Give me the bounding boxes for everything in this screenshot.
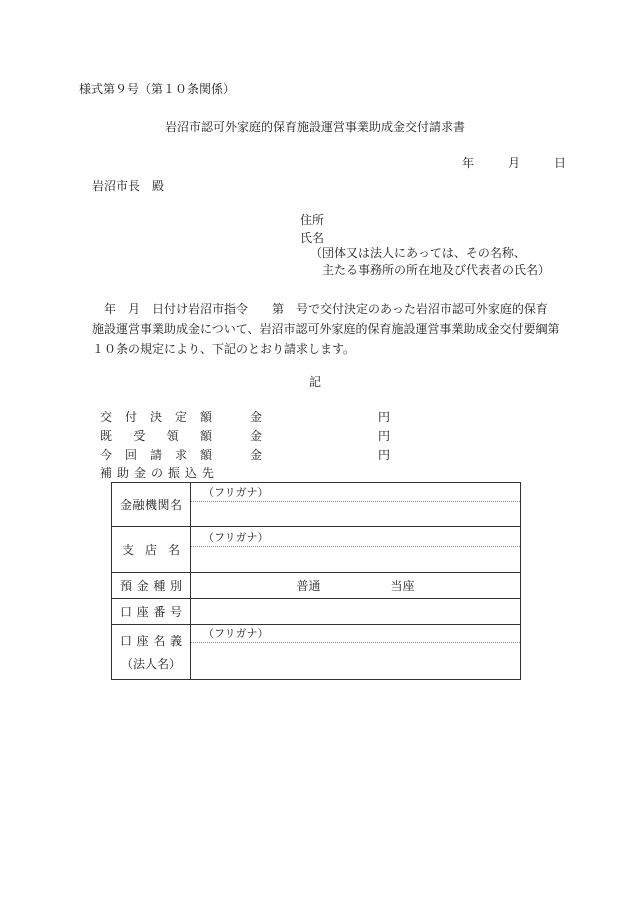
account-holder-header: 口 座 名 義 （法人名） [112, 625, 191, 680]
amount-label: 既 受 領 額 [100, 429, 212, 443]
amount-label: 今 回 請 求 額 [100, 448, 212, 462]
body-line-2: 施設運営事業助成金について、岩沼市認可外家庭的保育施設運営事業助成金交付要綱第 [92, 322, 560, 336]
table-row [112, 625, 521, 680]
body-line-3: １０条の規定により、下記のとおり請求します。 [92, 342, 356, 356]
ki-heading: 記 [308, 375, 321, 389]
applicant-note-line2: 主たる事務所の所在地及び代表者の氏名） [322, 263, 551, 277]
date-line [462, 157, 566, 169]
deposit-type-header: 預 金 種 別 [112, 573, 191, 599]
kin-label: 金 [250, 448, 263, 462]
furigana-label: （フリガナ） [191, 484, 520, 502]
date-month: 月 [508, 156, 521, 170]
transfer-destination-label: 補 助 金 の 振 込 先 [100, 466, 214, 480]
branch-header: 支 店 名 [112, 527, 191, 573]
kin-label: 金 [250, 429, 263, 443]
account-number-header: 口 座 番 号 [112, 599, 191, 625]
applicant-note-line1: （団体又は法人にあっては、その名称、 [310, 246, 526, 260]
yen-label: 円 [378, 429, 391, 443]
request-body [92, 299, 572, 359]
address-label: 住所 [300, 213, 325, 227]
holder-note: （法人名） [120, 657, 181, 671]
form-number: 様式第９号（第１０条関係） [79, 82, 236, 96]
deposit-option-ordinary[interactable]: 普通 [296, 579, 321, 593]
account-number-cell[interactable] [191, 599, 521, 625]
table-row [112, 483, 521, 527]
deposit-option-current[interactable]: 当座 [390, 579, 415, 593]
bank-account-table [111, 482, 521, 680]
account-holder-cell[interactable] [191, 625, 521, 680]
date-day: 日 [554, 156, 567, 170]
deposit-type-cell[interactable] [191, 573, 521, 599]
amount-label: 交 付 決 定 額 [100, 410, 212, 424]
kin-label: 金 [250, 410, 263, 424]
document-title: 岩沼市認可外家庭的保育施設運営事業助成金交付請求書 [164, 120, 465, 134]
furigana-label: （フリガナ） [191, 529, 520, 547]
table-row [112, 599, 521, 625]
name-label: 氏名 [300, 231, 325, 245]
date-year: 年 [462, 156, 475, 170]
bank-name-header: 金 融 機 関 名 [112, 483, 191, 527]
branch-cell[interactable] [191, 527, 521, 573]
table-row [112, 527, 521, 573]
furigana-label: （フリガナ） [191, 625, 520, 643]
yen-label: 円 [378, 448, 391, 462]
body-line-1: 年 月 日付け岩沼市指令 第 号で交付決定のあった岩沼市認可外家庭的保育 [92, 302, 548, 316]
table-row [112, 573, 521, 599]
bank-name-cell[interactable] [191, 483, 521, 527]
addressee: 岩沼市長 殿 [92, 179, 165, 193]
yen-label: 円 [378, 410, 391, 424]
